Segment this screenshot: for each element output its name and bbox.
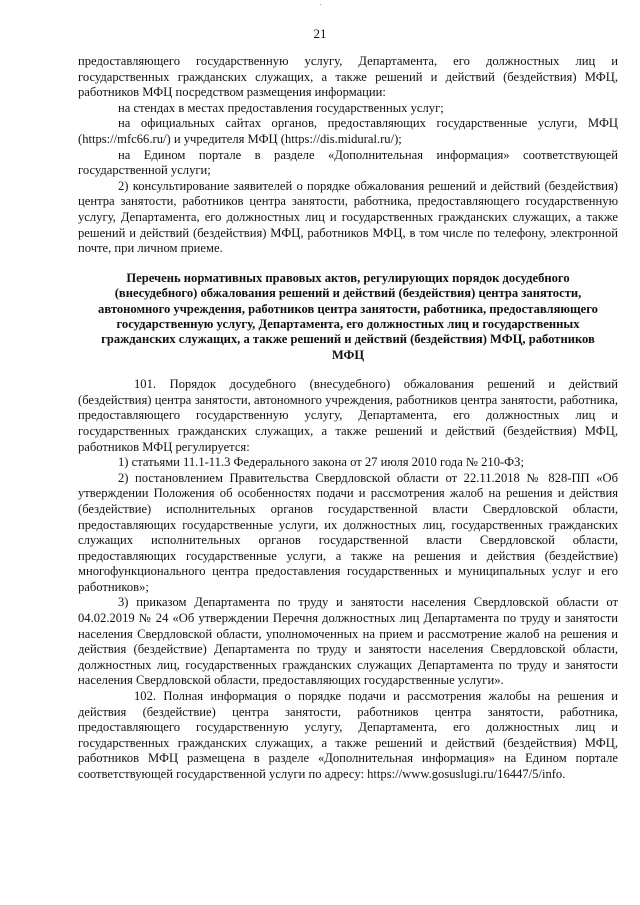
paragraph-continuation: предоставляющего государственную услугу, Департамента, его должностных лиц и государственных гражданских служащих, а также решений и действий (бездействия) МФЦ, работников МФЦ посредством размещения информации: — [78, 54, 618, 100]
paragraph-101: 101. Порядок досудебного (внесудебного) обжалования решений и действий (бездействия) центра занятости, автономного учреждения, работников центра занятости, работника, предоставляющего государственную услугу, Департамента, его должностных лиц и государственных гражданских служащих, а также решений и действий (бездействия) МФЦ, работников МФЦ регулируется: — [78, 377, 618, 454]
paragraph-102: 102. Полная информация о порядке подачи и рассмотрения жалобы на решения и действия (бездействие) центра занятости, работников центра занятости, работника, предоставляющего государственную услугу, Департамента, его должностных лиц и государственных гражданских служащих, а также решений и действий (бездействия) МФЦ, работников МФЦ размещена в разделе «Дополнительная информация» на Едином портале соответствующей государственной услуги по адресу: https://www.gosuslugi.ru/16447/5/info. — [78, 689, 618, 781]
paragraph-official-sites: на официальных сайтах органов, предоставляющих государственные услуги, МФЦ (https://mfc66.ru/) и учредителя МФЦ (https://dis.midural.ru/); — [78, 116, 618, 146]
document-body — [78, 54, 618, 783]
scan-dot — [320, 4, 321, 5]
paragraph-consulting: 2) консультирование заявителей о порядке обжалования решений и действий (бездействия) центра занятости, работников центра занятости, работника, предоставляющего государственную услугу, Департамента, его должностных лиц и государственных гражданских служащих, а также решений и действий (бездействия) МФЦ, работников МФЦ, в том числе по телефону, электронной почте, при личном приеме. — [78, 178, 618, 256]
paragraph-101-item-3: 3) приказом Департамента по труду и занятости населения Свердловской области от 04.02.2019 № 24 «Об утверждении Перечня должностных лиц Департамента по труду и занятости населения Свердловской области, уполномоченных на прием и рассмотрение жалоб на решения и действия (бездействие) Департамента по труду и занятости населения Свердловской области, должностных лиц, государственных гражданских служащих Департамента по труду и занятости населения Свердловской области, предоставляющих государственные услуги». — [78, 595, 618, 688]
paragraph-101-item-2: 2) постановлением Правительства Свердловской области от 22.11.2018 № 828-ПП «Об утверждении Положения об особенностях подачи и рассмотрения жалоб на решения и действия (бездействие) исполнительных органов государственной власти Свердловской области, предоставляющих государственные услуги, их должностных лиц, государственных гражданских служащих исполнительных органов государственной власти Свердловской области, предоставляющих государственные услуги, а также на решения и действия (бездействие) многофункционального центра предоставления государственных и муниципальных услуг и его работников»; — [78, 470, 618, 594]
section-heading: Перечень нормативных правовых актов, регулирующих порядок досудебного (внесудебного) обжалования решений и действий (бездействия) центра занятости, автономного учреждения, работников центра занятости, работника, предоставляющего государственную услугу, Департамента, его должностных лиц и государственных гражданских служащих, а также решений и действий (бездействия) МФЦ, работников МФЦ — [98, 270, 598, 362]
paragraph-stands: на стендах в местах предоставления государственных услуг; — [118, 100, 444, 115]
paragraph-101-item-1: 1) статьями 11.1-11.3 Федерального закона от 27 июля 2010 года № 210-ФЗ; — [118, 455, 524, 470]
paragraph-unified-portal: на Едином портале в разделе «Дополнительная информация» соответствующей государственной услуги; — [78, 147, 618, 178]
page-number: 21 — [313, 26, 327, 41]
